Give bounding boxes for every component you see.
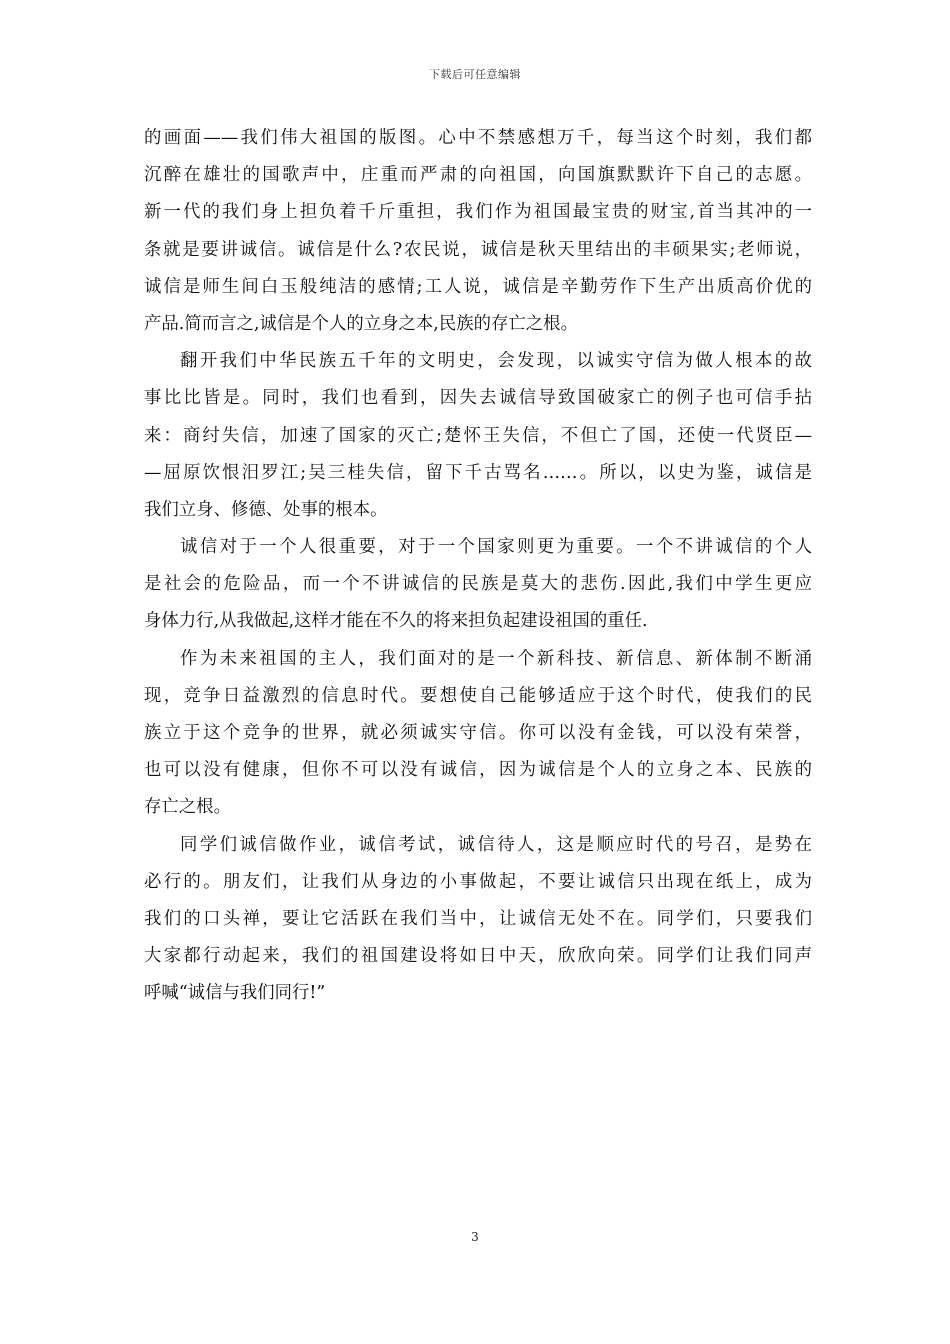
- document-body: [144, 120, 812, 1013]
- text-line: 存亡之根。: [144, 797, 231, 818]
- text-line: 身体力行,从我做起,这样才能在不久的将来担负起建设祖国的重任.: [144, 611, 648, 632]
- text-line: 现，竞争日益激烈的信息时代。要想使自己能够适应于这个时代，使我们的民: [144, 685, 812, 706]
- text-line: 同学们诚信做作业，诚信考试，诚信待人，这是顺应时代的号召，是势在: [180, 834, 812, 855]
- text-line: 诚信是师生间白玉般纯洁的感情;工人说，诚信是辛勤劳作下生产出质高价优的: [144, 276, 812, 297]
- text-line: 条就是要讲诚信。诚信是什么?农民说，诚信是秋天里结出的丰硕果实;老师说，: [144, 239, 812, 260]
- text-line: 新一代的我们身上担负着千斤重担，我们作为祖国最宝贵的财宝,首当其冲的一: [144, 202, 812, 223]
- text-line: 翻开我们中华民族五千年的文明史，会发现，以诚实守信为做人根本的故: [180, 351, 812, 372]
- page-header: 下载后可任意编辑: [429, 68, 521, 81]
- text-line: 必行的。朋友们，让我们从身边的小事做起，不要让诚信只出现在纸上，成为: [144, 871, 812, 892]
- text-line: 我们的口头禅，要让它活跃在我们当中，让诚信无处不在。同学们，只要我们: [144, 908, 812, 929]
- text-line: 我们立身、修德、处事的根本。: [144, 499, 388, 520]
- text-line: 族立于这个竞争的世界，就必须诚实守信。你可以没有金钱，可以没有荣誉，: [144, 723, 812, 743]
- text-line: 来：商纣失信，加速了国家的灭亡;楚怀王失信，不但亡了国，还使一代贤臣—: [144, 425, 812, 446]
- text-line: 大家都行动起来，我们的祖国建设将如日中天，欣欣向荣。同学们让我们同声: [144, 946, 812, 967]
- text-line: 也可以没有健康，但你不可以没有诚信，因为诚信是个人的立身之本、民族的: [144, 760, 812, 781]
- text-line: 是社会的危险品，而一个不讲诚信的民族是莫大的悲伤.因此,我们中学生更应: [144, 574, 812, 595]
- text-line: 呼喊“诚信与我们同行!”: [144, 983, 326, 1004]
- text-line: —屈原饮恨汨罗江;吴三桂失信，留下千古骂名……。所以，以史为鉴，诚信是: [144, 462, 812, 483]
- text-line: 事比比皆是。同时，我们也看到，因失去诚信导致国破家亡的例子也可信手拈: [144, 388, 812, 409]
- text-line: 的画面——我们伟大祖国的版图。心中不禁感想万千，每当这个时刻，我们都: [144, 128, 812, 148]
- text-line: 诚信对于一个人很重要，对于一个国家则更为重要。一个不讲诚信的个人: [180, 537, 812, 558]
- text-line: 沉醉在雄壮的国歌声中，庄重而严肃的向祖国，向国旗默默许下自己的志愿。: [144, 165, 812, 186]
- page-number: 3: [471, 1230, 479, 1244]
- text-line: 产品.简而言之,诚信是个人的立身之本,民族的存亡之根。: [144, 313, 578, 334]
- text-line: 作为未来祖国的主人，我们面对的是一个新科技、新信息、新体制不断涌: [180, 648, 812, 669]
